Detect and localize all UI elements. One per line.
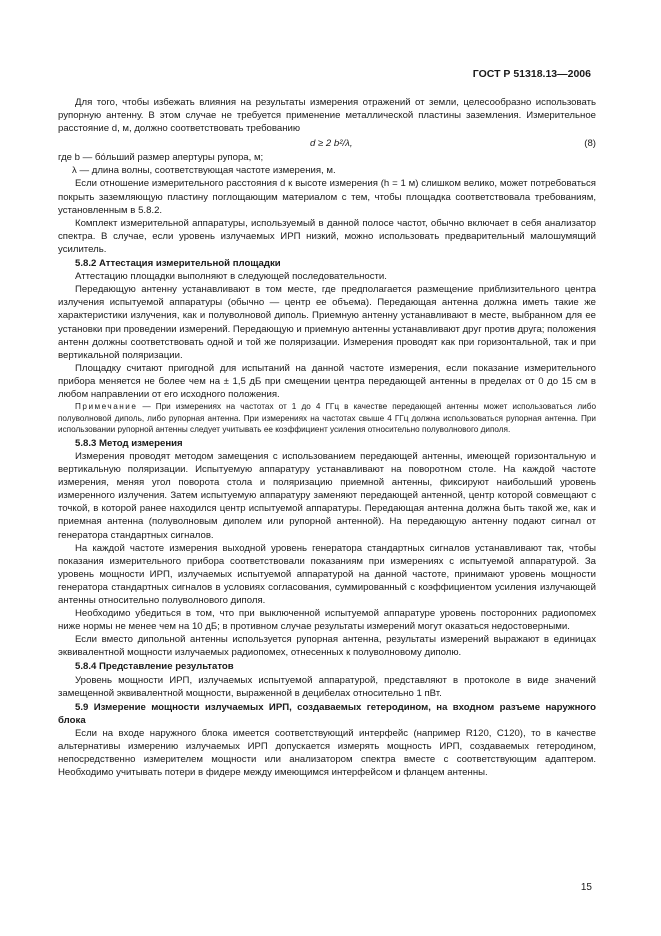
section-heading: 5.9 Измерение мощности излучаемых ИРП, создаваемых гетеродином, на входном разъеме наружного блока [58,701,596,726]
paragraph: Для того, чтобы избежать влияния на результаты измерения отражений от земли, целесообразно использовать рупорную антенну. В этом случае не требуется применение металлической пластины заземления. Измерительное расстояние d, м, должно соответствовать требованию [58,97,596,135]
paragraph: Если отношение измерительного расстояния d к высоте измерения (h = 1 м) слишком велико, может потребоваться покрыть заземляющую пластину поглощающим материалом с тем, чтобы площадка соответствовала требованиям, установленным в 5.8.2. [58,178,596,216]
document-header: ГОСТ Р 51318.13—2006 [472,68,591,80]
where-line: λ — длина волны, соответствующая частоте измерения, м. [72,165,336,177]
paragraph: Необходимо убедиться в том, что при выключенной испытуемой аппаратуре уровень посторонних радиопомех ниже нормы не менее чем на 10 дБ; в противном случае результаты измерений могут оказаться недостоверными. [58,608,596,633]
paragraph: Аттестацию площадки выполняют в следующей последовательности. [75,271,387,283]
note-text: — При измерениях на частотах от 1 до 4 ГГц в качестве передающей антенны может использоваться либо полуволновой диполь, либо рупорная антенна. При измерениях на частотах свыше 4 ГГц должна использоваться рупорная антенна. При использовании рупорной антенны следует учитывать ее коэффициент усиления относительно полуволнового диполя. [58,402,596,435]
note [58,401,596,436]
formula-row [58,137,596,151]
paragraph: Передающую антенну устанавливают в том месте, где предполагается размещение приблизительного центра излучения испытуемой аппаратуры (обычно — центр ее объема). Передающая антенна должна иметь такие же характеристики излучения, как и полуволновой диполь. Приемную антенну устанавливают в месте, выбранном для ее установки при проведении измерений. Передающую и приемную антенны устанавливают друг против друга; положения антенн должны соответствовать одной и той же поляризации. Измерения проводят как при горизонтальной, так и при вертикальной поляризации. [58,284,596,361]
formula-number: (8) [584,138,596,150]
paragraph: Уровень мощности ИРП, излучаемых испытуемой аппаратурой, представляют в протоколе в виде значений замещенной эквивалентной мощности, выраженной в децибелах относительно 1 пВт. [58,674,596,699]
paragraph: Комплект измерительной аппаратуры, используемый в данной полосе частот, обычно включает в себя анализатор спектра. В случае, если уровень излучаемых ИРП низкий, можно использовать предварительный малошумящий усилитель. [58,217,596,255]
paragraph: Измерения проводят методом замещения с использованием передающей антенны, имеющей горизонтальную и вертикальную поляризации. Испытуемую аппаратуру устанавливают на поворотном столе. На каждой частоте измерения, меняя угол поворота стола и поляризацию приемной антенны, фиксируют наибольший уровень измеренного излучения. Затем испытуемую аппаратуру заменяют передающей антенной, центр которой совмещают с точкой, в которой ранее находился центр испытуемой аппаратуры. Передающая антенна должна быть такой же, как и приемная антенна (полуволновым диполем или рупорной антенной). На передающую антенну подают сигнал от генератора стандартных сигналов. [58,450,596,541]
section-heading: 5.8.3 Метод измерения [75,437,183,449]
paragraph: На каждой частоте измерения выходной уровень генератора стандартных сигналов устанавливают так, чтобы показания измерительного прибора соответствовали показаниям при измерениях с испытуемой аппаратурой. За уровень мощности ИРП, излучаемых испытуемой аппаратурой на данной частоте, принимают уровень мощности генератора стандартных сигналов в условиях согласования, суммированный с коэффициентом усиления излучающей антенны относительно полуволнового диполя. [58,542,596,606]
paragraph: Если вместо дипольной антенны используется рупорная антенна, результаты измерений выражают в единицах эквивалентной мощности излучаемых радиопомех, отнесенных к полуволновому диполю. [58,634,596,659]
document-body [58,96,596,779]
formula: d ≥ 2 b²/λ, [310,138,353,150]
paragraph: Если на входе наружного блока имеется соответствующий интерфейс (например R120, C120), то в качестве альтернативы измерению излучаемых ИРП допускается измерять мощность ИРП, создаваемых гетеродином, непосредственно измерителем мощности или анализатором спектра вместе с соответствующим адаптером. Необходимо учитывать потери в фидере между имеющимся интерфейсом и фланцем антенны. [58,727,596,779]
section-heading: 5.8.4 Представление результатов [75,661,234,673]
note-label: Примечание [75,402,138,412]
paragraph: Площадку считают пригодной для испытаний на данной частоте измерения, если показание измерительного прибора меняется не более чем на ± 1,5 дБ при смещении центра передающей антенны в пределах от 0 до 15 см в любом направлении от его исходного положения. [58,362,596,400]
where-line: где b — бо́льший размер апертуры рупора, м; [58,152,264,164]
page-number: 15 [580,882,592,893]
section-heading: 5.8.2 Аттестация измерительной площадки [75,258,281,270]
